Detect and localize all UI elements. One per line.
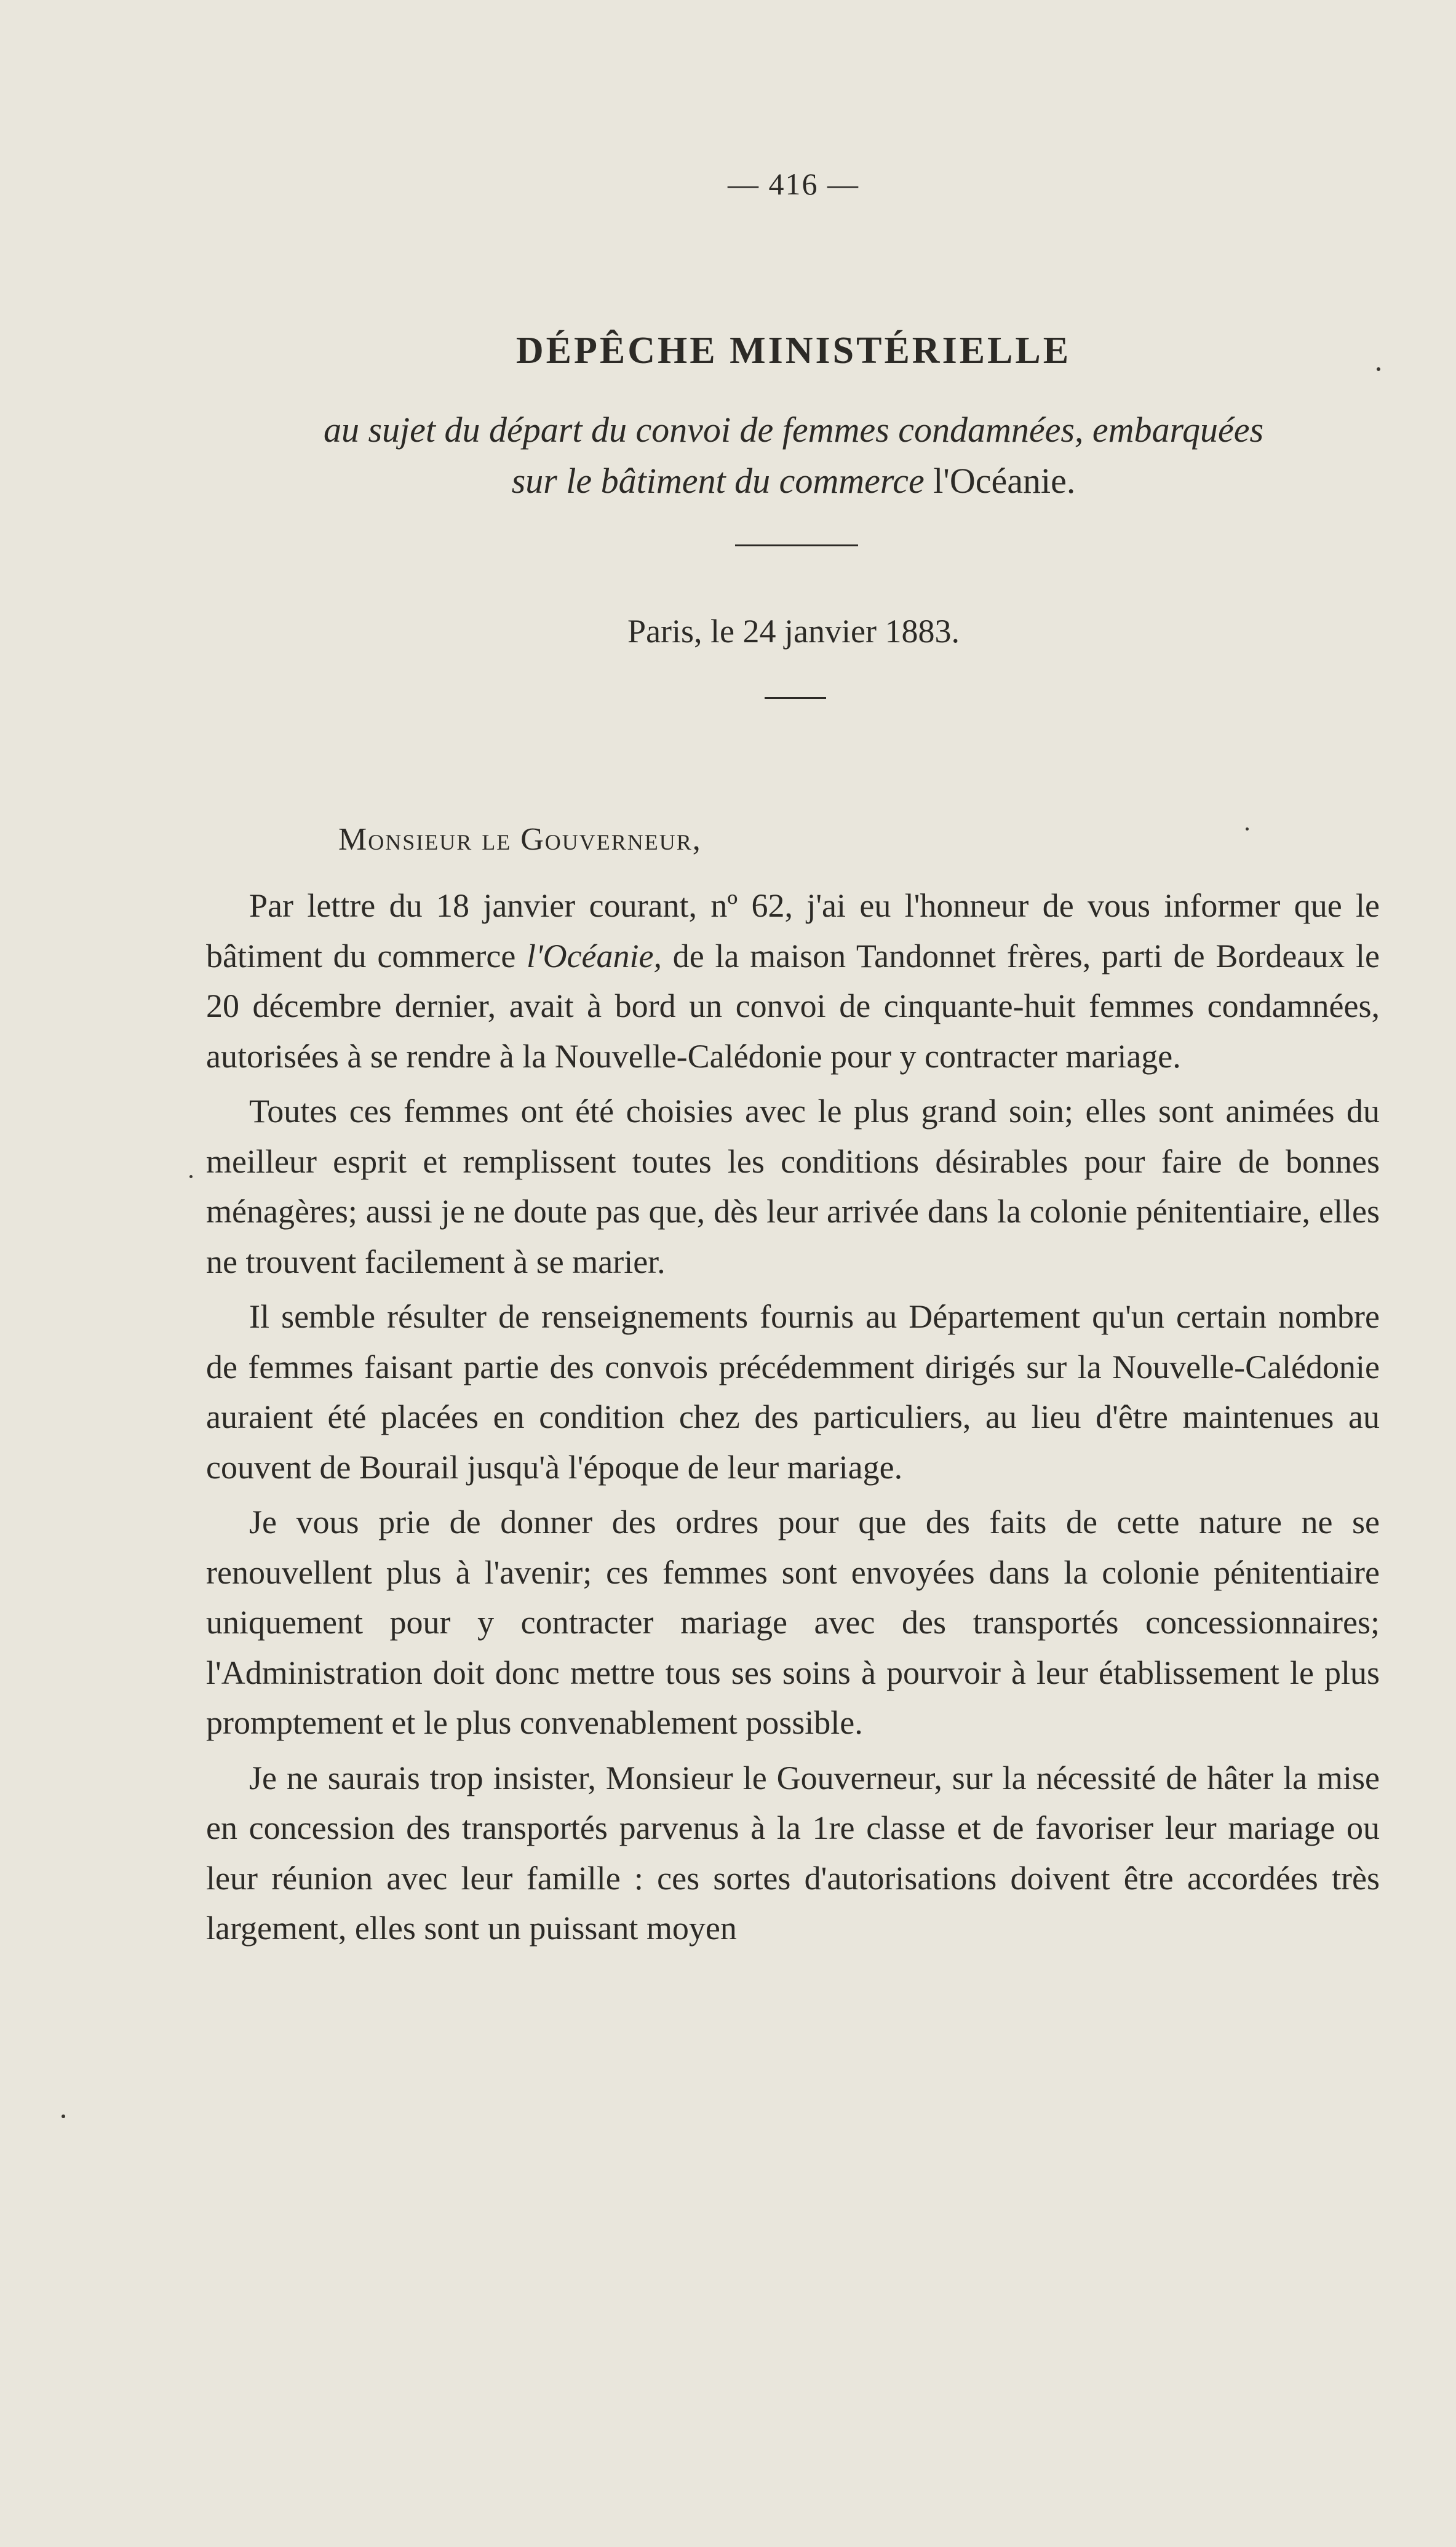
paragraph-1-text-a: Par lettre du 18 janvier courant, nº 62, j'ai eu l'honneur de vous informer que le bâtiment du commerce [206,887,1380,975]
paragraph-1-text-b: de la maison Tandonnet frères, parti de Bordeaux le 20 décembre dernier, avait à bord un convoi de cinquante-huit femmes condamnées, autorisées à se rendre à la Nouvelle-Calédonie pour y contracter mariage. [206,937,1380,1075]
ship-name-italic: l'Océanie, [527,937,662,975]
ink-speck [189,1175,193,1178]
subtitle-line-1: au sujet du départ du convoi de femmes condamnées, embarquées [323,410,1264,450]
subtitle-line-2 [0,460,1456,501]
ink-speck [1246,827,1249,831]
salutation: Monsieur le Gouverneur, [338,822,702,857]
document-title: DÉPÊCHE MINISTÉRIELLE [515,330,1072,372]
ink-speck [62,2115,65,2118]
paragraph-3: Il semble résulter de renseignements fournis au Département qu'un certain nombre de femmes faisant partie des convois précédemment dirigés sur la Nouvelle-Calédonie auraient été placées en condition chez des particuliers, au lieu d'être maintenues au couvent de Bourail jusqu'à l'époque de leur mariage. [206,1298,1380,1486]
paragraph-4: Je vous prie de donner des ordres pour que des faits de cette nature ne se renouvellent plus à l'avenir; ces femmes sont envoyées dans la colonie pénitentiaire uniquement pour y contracter mariage avec des transportés concessionnaires; l'Administration doit donc mettre tous ses soins à pourvoir à leur établissement le plus promptement et le plus convenablement possible. [206,1504,1380,1741]
ink-speck [1377,367,1380,371]
paragraph-5: Je ne saurais trop insister, Monsieur le Gouverneur, sur la nécessité de hâter la mise en concession des transportés parvenus à la 1re classe et de favoriser leur mariage ou leur réunion avec leur famille : ces sortes d'autorisations doivent être accordées très largement, elles sont un puissant moyen [206,1759,1380,1947]
date-divider [765,697,826,699]
page-number: — 416 — [728,167,859,201]
dateline: Paris, le 24 janvier 1883. [627,613,960,650]
letter-body [206,881,1380,1959]
subtitle-ship-name: l'Océanie. [933,461,1076,501]
paragraph-1 [206,881,1380,1082]
paragraph-2: Toutes ces femmes ont été choisies avec le plus grand soin; elles sont animées du meilleur esprit et remplissent toutes les conditions désirables pour faire de bonnes ménagères; aussi je ne doute pas que, dès leur arrivée dans la colonie pénitentiaire, elles ne trouvent facilement à se marier. [206,1093,1380,1280]
subtitle-line-2-italic: sur le bâtiment du commerce [511,461,934,501]
title-divider [735,544,858,546]
